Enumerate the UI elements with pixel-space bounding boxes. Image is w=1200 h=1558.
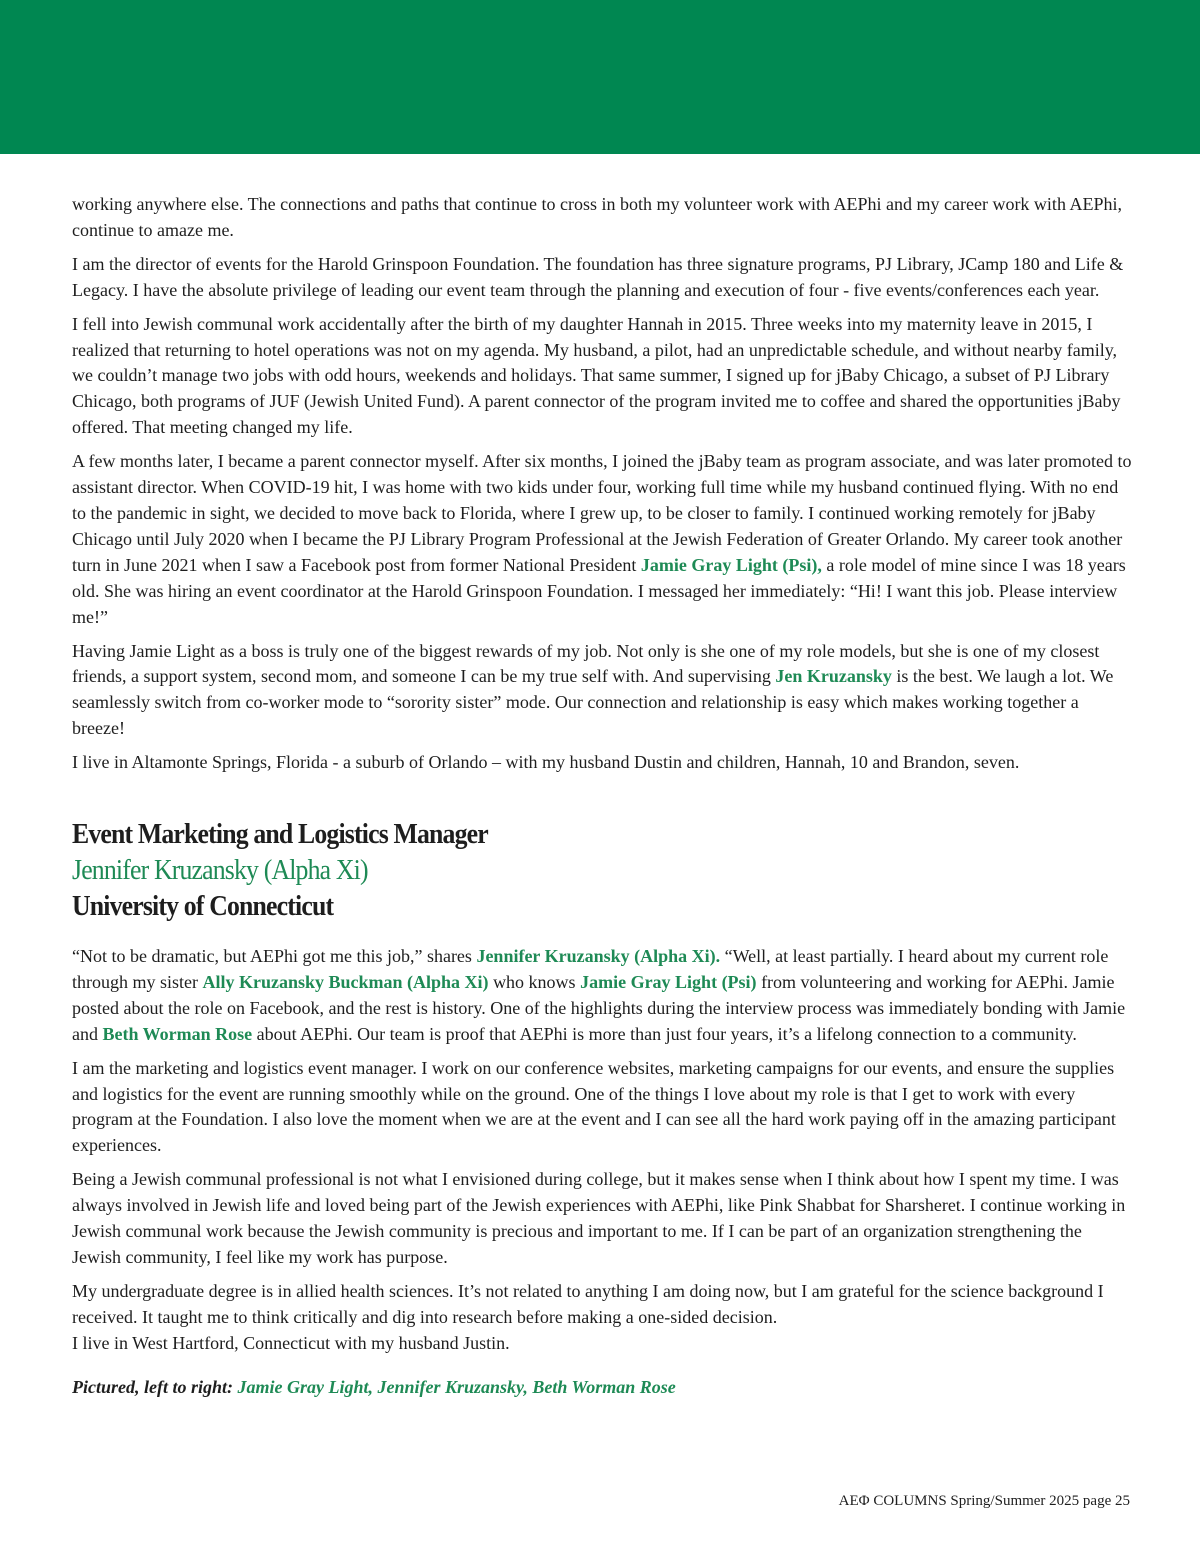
page-footer: AEΦ COLUMNS Spring/Summer 2025 page 25 [838,1493,1130,1509]
university-name: University of Connecticut [72,891,334,923]
paragraph: My undergraduate degree is in allied health sciences. It’s not related to anything I am doing now, but I am grateful for the science background I received. It taught me to think critically and dig into research before making a one-sided decision. [72,1280,1104,1327]
paragraph: Having Jamie Light as a boss is truly one of the biggest rewards of my job. Not only is she one of my role models, but she is one of my closest friends, a support system, second mom, and someone I can be my true self with. And supervising Jen Kruzansky is the best. We laugh a lot. We seamlessly switch from co-worker mode to “sorority sister” mode. Our connection and relationship is easy which makes working together a breeze! [72,640,1114,739]
profile-section [72,817,1132,1398]
paragraph: I am the marketing and logistics event manager. I work on our conference websites, marketing campaigns for our events, and ensure the supplies and logistics for the event are running smoothly while on the ground. One of the things I love about my role is that I get to work with every program at the Foundation. I also love the moment when we are at the event and I can see all the hard work paying off in the amazing participant experiences. [72,1057,1116,1156]
person-name-highlight: Jen Kruzansky [775,666,892,687]
article-body [72,192,1132,1398]
profile-name: Jennifer Kruzansky (Alpha Xi) [72,855,368,887]
paragraph: A few months later, I became a parent connector myself. After six months, I joined the jBaby team as program associate, and was later promoted to assistant director. When COVID-19 hit, I was home with two kids under four, working full time while my husband continued flying. With no end to the pandemic in sight, we decided to move back to Florida, where I grew up, to be closer to family. I continued working remotely for jBaby Chicago until July 2020 when I became the PJ Library Program Professional at the Jewish Federation of Greater Orlando. My career took another turn in June 2021 when I saw a Facebook post from former National President Jamie Gray Light (Psi), a role model of mine since I was 18 years old. She was hiring an event coordinator at the Harold Grinspoon Foundation. I messaged her immediately: “Hi! I want this job. Please interview me!” [72,451,1132,627]
caption-names: Jamie Gray Light, Jennifer Kruzansky, Beth Worman Rose [237,1376,676,1397]
photo-caption [72,1377,1132,1398]
person-name-highlight: Jamie Gray Light (Psi), [640,554,822,575]
person-name-highlight: Beth Worman Rose [102,1023,253,1044]
person-name-highlight: Jennifer Kruzansky (Alpha Xi). [476,946,721,967]
person-name-highlight: Jamie Gray Light (Psi) [580,971,757,992]
paragraph: working anywhere else. The connections and paths that continue to cross in both my volunteer work with AEPhi and my career work with AEPhi, continue to amaze me. [72,194,1122,240]
paragraph: I live in West Hartford, Connecticut with my husband Justin. [72,1332,510,1353]
paragraph: I live in Altamonte Springs, Florida - a suburb of Orlando – with my husband Dustin and children, Hannah, 10 and Brandon, seven. [72,752,1020,773]
header-banner [0,0,1200,154]
paragraph: Being a Jewish communal professional is not what I envisioned during college, but it makes sense when I think about how I spent my time. I was always involved in Jewish life and loved being part of the Jewish experiences with AEPhi, like Pink Shabbat for Sharsheret. I continue working in Jewish communal work because the Jewish community is precious and important to me. If I can be part of an organization strengthening the Jewish community, I feel like my work has purpose. [72,1169,1126,1267]
caption-label: Pictured, left to right: [72,1376,233,1397]
person-name-highlight: Ally Kruzansky Buckman (Alpha Xi) [202,971,489,992]
paragraph: I fell into Jewish communal work accidentally after the birth of my daughter Hannah in 2015. Three weeks into my maternity leave in 2015, I realized that returning to hotel operations was not on my agenda. My husband, a pilot, had an unpredictable schedule, and without nearby family, we couldn’t manage two jobs with odd hours, weekends and holidays. That same summer, I signed up for jBaby Chicago, a subset of PJ Library Chicago, both programs of JUF (Jewish United Fund). A parent connector of the program invited me to coffee and shared the opportunities jBaby offered. That meeting changed my life. [72,313,1121,438]
job-title: Event Marketing and Logistics Manager [72,819,488,851]
paragraph: “Not to be dramatic, but AEPhi got me this job,” shares Jennifer Kruzansky (Alpha Xi). “Well, at least partially. I heard about my current role through my sister Ally Kruzansky Buckman (Alpha Xi) who knows Jamie Gray Light (Psi) from volunteering and working for AEPhi. Jamie posted about the role on Facebook, and the rest is history. One of the highlights during the interview process was immediately bonding with Jamie and Beth Worman Rose about AEPhi. Our team is proof that AEPhi is more than just four years, it’s a lifelong connection to a community. [72,946,1126,1044]
paragraph: I am the director of events for the Harold Grinspoon Foundation. The foundation has three signature programs, PJ Library, JCamp 180 and Life & Legacy. I have the absolute privilege of leading our event team through the planning and execution of four - five events/conferences each year. [72,253,1124,300]
